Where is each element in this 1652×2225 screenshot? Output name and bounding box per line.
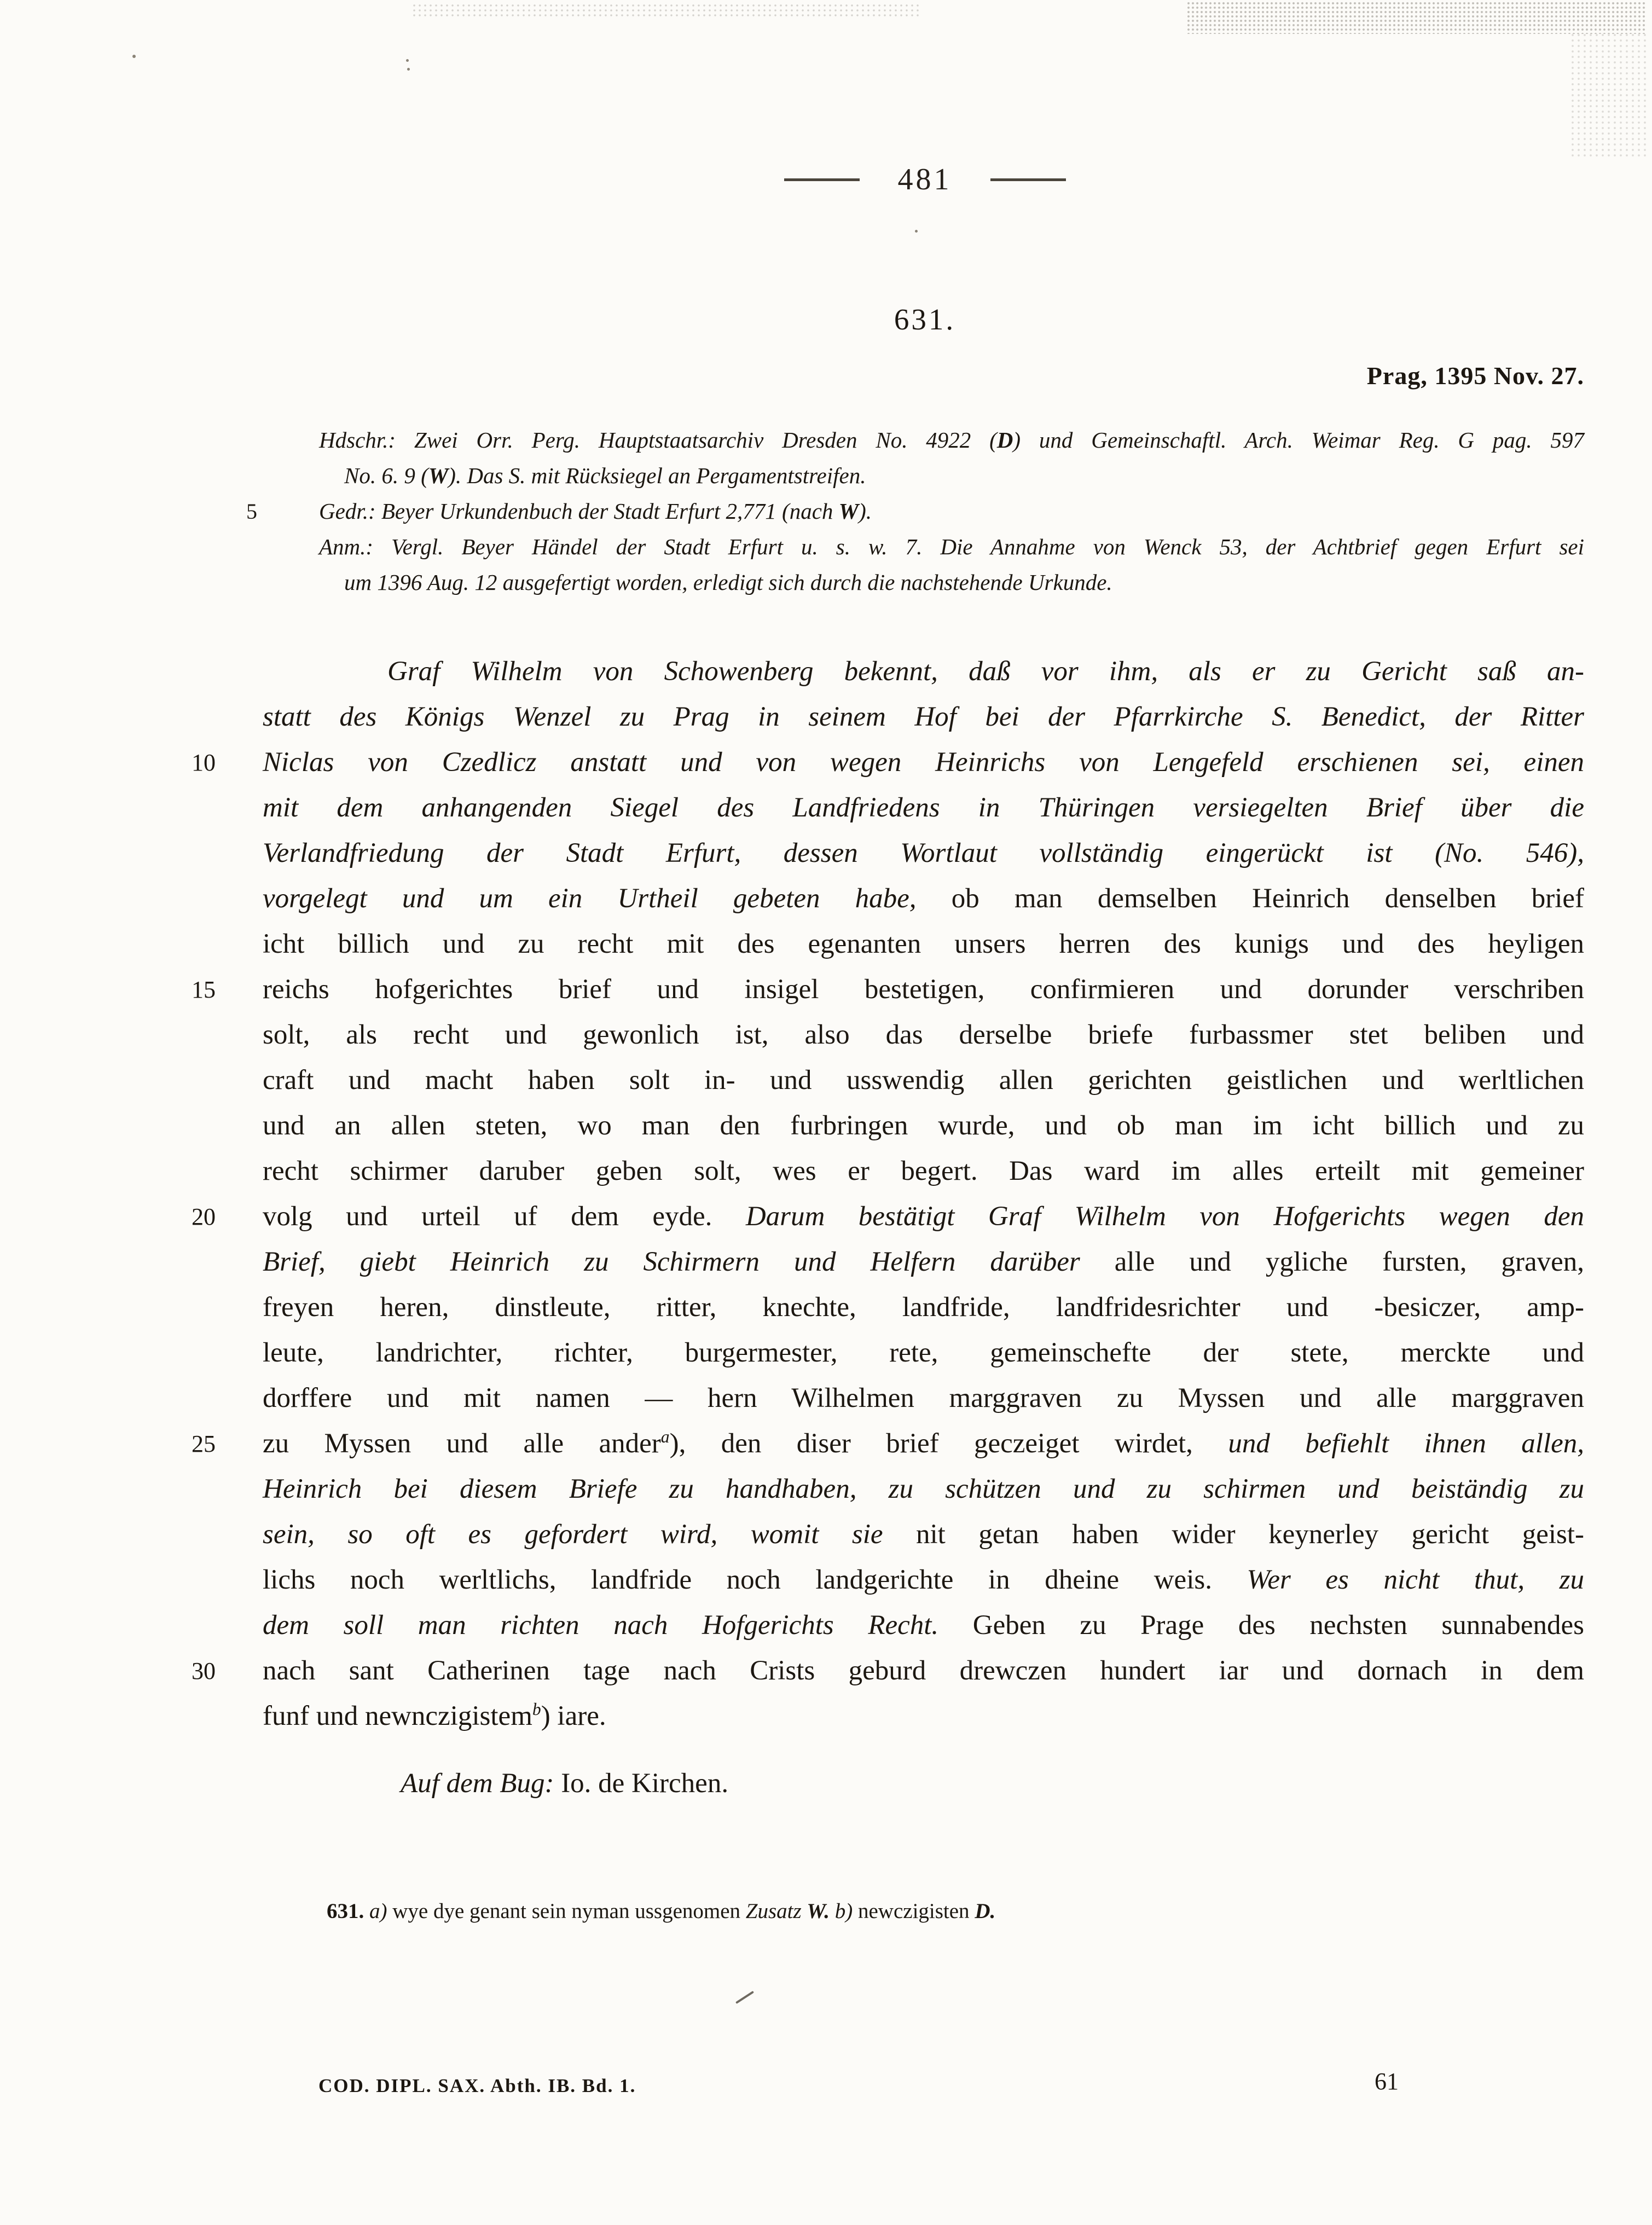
- scan-noise-top-right: [1187, 2, 1647, 34]
- text-line: [263, 1012, 1584, 1058]
- text-line: [263, 1603, 1584, 1648]
- document-text-block: [192, 649, 1585, 1739]
- text-line: [263, 1103, 1584, 1149]
- text-line: [263, 1467, 1584, 1512]
- text-segment: a: [660, 1427, 670, 1446]
- text-segment: lichs noch werltlichs, landfride noch landgerichte in dheine weis.: [263, 1565, 1247, 1595]
- text-segment: und an allen steten, wo man den furbringen wurde, und ob man im icht billich und zu: [263, 1110, 1584, 1141]
- text-line: [263, 1239, 1584, 1285]
- text-line: [263, 831, 1584, 876]
- text-segment: No. 6. 9 (: [344, 463, 428, 488]
- text-line: [246, 494, 1584, 529]
- document-number: 631.: [894, 303, 956, 336]
- scan-speck: [406, 59, 409, 62]
- text-segment: icht billich und zu recht mit des egenanten unsers herren des kunigs und des heyligen: [263, 929, 1584, 959]
- text-segment: Io. de Kirchen.: [561, 1768, 729, 1799]
- text-segment: um 1396 Aug. 12 ausgefertigt worden, erledigt sich durch die nachstehende Urkunde.: [344, 570, 1112, 595]
- text-segment: volg und urteil uf dem eyde.: [263, 1201, 746, 1232]
- text-line: [327, 1894, 1592, 1928]
- sheet-number: 61: [1375, 2068, 1399, 2095]
- text-segment: wye dye genant sein nyman ussgenomen: [392, 1899, 746, 1923]
- text-segment: Darum bestätigt Graf Wilhelm von Hofgerichts wegen den: [745, 1201, 1585, 1232]
- text-segment: Brief, giebt Heinrich zu Schirmern und Helfern darüber: [263, 1247, 1115, 1277]
- stray-pen-mark: [735, 1991, 754, 2004]
- text-line: [263, 876, 1584, 922]
- signature-block: [263, 1761, 1584, 1806]
- text-segment: a): [369, 1899, 393, 1923]
- text-segment: leute, landrichter, richter, burgermester, rete, gemeinschefte der stete, merckte und: [263, 1337, 1584, 1368]
- header-rule-right-icon: [990, 178, 1066, 181]
- text-line: [319, 422, 1584, 458]
- text-segment: alle und ygliche fursten, graven,: [1114, 1247, 1584, 1277]
- text-segment: statt des Königs Wenzel zu Prag in seinem Hof bei der Pfarrkirche S. Benedict, der Ritter: [263, 702, 1584, 732]
- text-segment: Graf Wilhelm von Schowenberg bekennt, daß vor ihm, als er zu Gericht saß an-: [387, 656, 1584, 687]
- margin-line-number: 5: [246, 499, 257, 524]
- text-line: [319, 565, 1584, 600]
- text-line: [319, 529, 1584, 565]
- text-segment: ) iare.: [541, 1701, 606, 1731]
- text-segment: Hdschr.: Zwei Orr. Perg. Hauptstaatsarchiv Dresden No. 4922 (: [319, 427, 997, 453]
- scan-noise-right-edge: [1572, 34, 1649, 160]
- text-segment: reichs hofgerichtes brief und insigel bestetigen, confirmieren und dorunder verschriben: [263, 974, 1584, 1005]
- text-line: [263, 1694, 1584, 1739]
- text-line: [192, 1194, 1585, 1239]
- scan-speck: [915, 230, 918, 233]
- text-segment: W: [838, 499, 859, 524]
- text-segment: Heinrich bei diesem Briefe zu handhaben, zu schützen und zu schirmen und beiständig zu: [263, 1474, 1584, 1504]
- text-line: [263, 649, 1584, 694]
- scan-noise-top-left: [413, 4, 922, 19]
- text-segment: mit dem anhangenden Siegel des Landfriedens in Thüringen versiegelten Brief über die: [263, 792, 1584, 823]
- text-line: [192, 1421, 1585, 1467]
- text-line: [263, 1557, 1584, 1603]
- text-segment: zu Myssen und alle ander: [263, 1428, 661, 1459]
- text-segment: nach sant Catherinen tage nach Crists geburd drewczen hundert iar und dornach in dem: [263, 1655, 1584, 1686]
- text-segment: solt, als recht und gewonlich ist, also das derselbe briefe furbassmer stet beliben und: [263, 1019, 1584, 1050]
- footnote-block: [327, 1894, 1592, 1928]
- text-segment: D: [996, 427, 1013, 453]
- text-line: [263, 694, 1584, 740]
- series-imprint: COD. DIPL. SAX. Abth. IB. Bd. 1.: [318, 2075, 636, 2096]
- text-line: [319, 458, 1584, 494]
- text-segment: und befiehlt ihnen allen,: [1228, 1428, 1585, 1459]
- text-line: [263, 1512, 1584, 1557]
- margin-line-number: 25: [192, 1430, 216, 1457]
- margin-line-number: 20: [192, 1203, 216, 1230]
- text-segment: ). Das S. mit Rücksiegel an Pergamentstreifen.: [448, 463, 866, 488]
- text-segment: dorffere und mit namen — hern Wilhelmen marggraven zu Myssen und alle marggraven: [263, 1383, 1584, 1413]
- apparatus-block: [246, 422, 1584, 600]
- text-segment: 631.: [327, 1899, 369, 1923]
- text-segment: ) und Gemeinschaftl. Arch. Weimar Reg. G pag. 597: [1013, 427, 1584, 453]
- text-segment: ob man demselben Heinrich denselben brief: [951, 883, 1584, 914]
- text-segment: freyen heren, dinstleute, ritter, knechte, landfride, landfridesrichter und -besiczer, amp-: [263, 1292, 1584, 1323]
- text-segment: newczigisten: [857, 1899, 975, 1923]
- page-number: 481: [897, 163, 952, 196]
- text-segment: D.: [975, 1899, 996, 1923]
- text-line: [192, 740, 1584, 785]
- text-segment: nit getan haben wider keynerley gericht geist-: [916, 1519, 1584, 1550]
- text-line: [263, 1376, 1584, 1421]
- margin-line-number: 15: [192, 976, 216, 1003]
- text-segment: Geben zu Prage des nechsten sunnabendes: [972, 1610, 1584, 1641]
- text-segment: b): [834, 1899, 858, 1923]
- scan-speck: [132, 55, 136, 58]
- text-segment: Verlandfriedung der Stadt Erfurt, dessen Wortlaut vollständig eingerückt ist (No. 546),: [263, 838, 1584, 868]
- margin-line-number: 30: [192, 1658, 216, 1684]
- text-segment: Gedr.: Beyer Urkundenbuch der Stadt Erfurt 2,771 (nach: [319, 499, 839, 524]
- text-segment: craft und macht haben solt in- und usswendig allen gerichten geistlichen und werltlichen: [263, 1065, 1584, 1096]
- text-line: [263, 1149, 1584, 1194]
- text-segment: [830, 1899, 835, 1923]
- text-segment: W: [428, 463, 449, 488]
- text-segment: b: [532, 1700, 541, 1719]
- dateline: Prag, 1395 Nov. 27.: [1366, 362, 1584, 390]
- text-segment: sein, so oft es gefordert wird, womit sie: [263, 1519, 917, 1550]
- text-line: [263, 1285, 1584, 1330]
- text-line: [263, 1761, 1584, 1806]
- text-segment: Niclas von Czedlicz anstatt und von wegen Heinrichs von Lengefeld erschienen sei, einen: [263, 747, 1584, 778]
- text-segment: ).: [859, 499, 872, 524]
- margin-line-number: 10: [192, 749, 216, 776]
- text-segment: Wer es nicht thut, zu: [1247, 1565, 1585, 1595]
- running-head: [265, 162, 1584, 197]
- text-line: [263, 1330, 1584, 1376]
- text-line: [263, 922, 1584, 967]
- text-segment: Anm.: Vergl. Beyer Händel der Stadt Erfurt u. s. w. 7. Die Annahme von Wenck 53, der Achtbrief gegen Erfurt sei: [319, 534, 1584, 559]
- text-segment: funf und newnczigistem: [263, 1701, 532, 1731]
- text-segment: recht schirmer daruber geben solt, wes er begert. Das ward im alles erteilt mit gemeiner: [263, 1156, 1584, 1186]
- text-line: [263, 1058, 1584, 1103]
- text-segment: vorgelegt und um ein Urtheil gebeten habe,: [263, 883, 952, 914]
- text-segment: Zusatz: [745, 1899, 807, 1923]
- text-segment: W.: [807, 1899, 830, 1923]
- text-line: [263, 785, 1584, 831]
- text-segment: dem soll man richten nach Hofgerichts Recht.: [263, 1610, 973, 1641]
- text-segment: ), den diser brief geczeiget wirdet,: [669, 1428, 1228, 1459]
- header-rule-left-icon: [784, 178, 860, 181]
- text-segment: Auf dem Bug:: [401, 1768, 561, 1799]
- text-line: [192, 1648, 1584, 1694]
- text-line: [192, 967, 1584, 1012]
